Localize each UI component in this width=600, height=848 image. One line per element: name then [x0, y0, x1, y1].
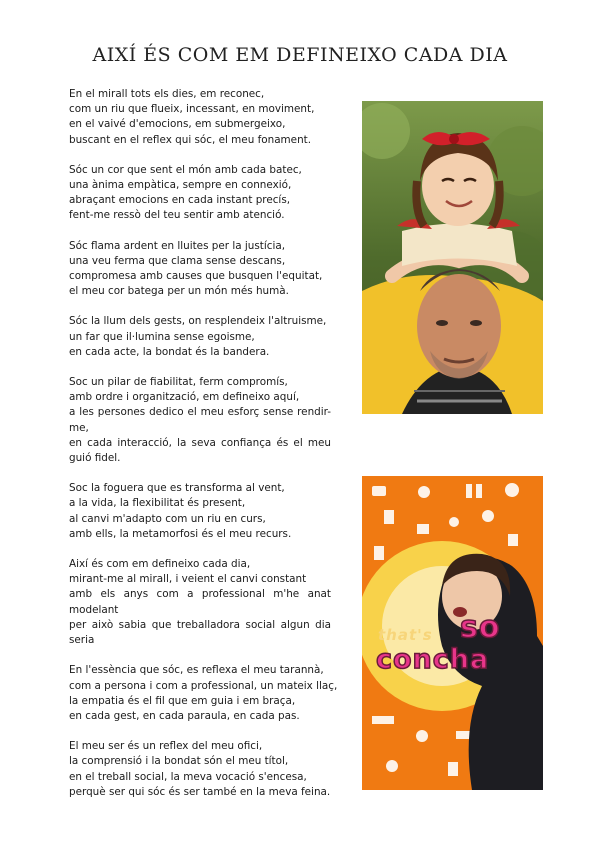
poem-line: per això sabia que treballadora social algun dia seria — [69, 618, 331, 647]
poem-line: Així és com em defineixo cada dia, — [69, 558, 251, 571]
poem-line: Sóc flama ardent en lluites per la justícia, — [69, 239, 286, 252]
stanza — [69, 87, 331, 148]
poem-line: el meu cor batega per un món més humà. — [69, 285, 289, 298]
poem-line: En l'essència que sóc, es reflexa el meu tarannà, — [69, 664, 324, 677]
poem-line: Soc la foguera que es transforma al vent, — [69, 482, 285, 495]
poem-line: amb els anys com a professional m'he anat modelant — [69, 588, 331, 616]
father-daughter-photo — [362, 101, 543, 414]
poem-line: una ànima empàtica, sempre en connexió, — [69, 179, 292, 192]
poem-line: un far que il·lumina sense egoisme, — [69, 330, 255, 343]
stanza — [69, 314, 331, 360]
poem-line: a les persones dedico el meu esforç sense rendir-me, — [69, 406, 331, 434]
father-daughter-illustration — [362, 101, 543, 414]
poem-line: en cada interacció, la seva confiança és el meu guió fidel. — [69, 436, 331, 465]
poem-line: perquè ser qui sóc és ser també en la meva feina. — [69, 785, 331, 798]
poem-line: a la vida, la flexibilitat és present, — [69, 497, 246, 510]
poem-line: en el vaivé d'emocions, em submergeixo, — [69, 118, 286, 131]
stanza — [69, 481, 331, 542]
poem-line: Sóc la llum dels gests, on resplendeix l'altruisme, — [69, 315, 327, 328]
poem-line: mirant-me al mirall, i veient el canvi constant — [69, 573, 307, 586]
poem-line: en cada gest, en cada paraula, en cada pas. — [69, 709, 300, 722]
poster-so-text: so — [460, 610, 501, 645]
stanza — [69, 239, 331, 300]
poem-line: com un riu que flueix, incessant, en moviment, — [69, 103, 315, 116]
poem — [69, 87, 338, 815]
poem-line: la empatia és el fil que em guia i em braça, — [69, 694, 296, 707]
poem-line: amb ells, la metamorfosi és el meu recurs. — [69, 527, 292, 540]
stanza — [69, 163, 331, 224]
poster-concha-text: concha — [376, 644, 490, 675]
poem-line: en el treball social, la meva vocació s'encesa, — [69, 770, 307, 783]
poem-line: abraçant emocions en cada instant precís, — [69, 194, 291, 207]
stanza — [69, 663, 338, 724]
stanza — [69, 375, 331, 466]
poem-line: El meu ser és un reflex del meu ofici, — [69, 740, 263, 753]
poem-line: amb ordre i organització, em defineixo aquí, — [69, 391, 300, 404]
page-title: AIXÍ ÉS COM EM DEFINEIXO CADA DIA — [92, 44, 508, 66]
poem-line: una veu ferma que clama sense descans, — [69, 254, 286, 267]
poem-line: compromesa amb causes que busquen l'equitat, — [69, 270, 323, 283]
thats-so-concha-poster — [362, 476, 543, 790]
poem-line: Soc un pilar de fiabilitat, ferm compromís, — [69, 376, 288, 389]
poem-line: fent-me ressò del teu sentir amb atenció. — [69, 209, 285, 222]
poster-thats-text: that's — [378, 626, 433, 644]
poem-line: com a persona i com a professional, un mateix llaç, — [69, 679, 338, 692]
poem-line: al canvi m'adapto com un riu en curs, — [69, 512, 266, 525]
poem-line: la comprensió i la bondat són el meu títol, — [69, 755, 289, 768]
stanza — [69, 557, 331, 648]
poem-line: en cada acte, la bondat és la bandera. — [69, 345, 270, 358]
poem-line: En el mirall tots els dies, em reconec, — [69, 88, 265, 100]
stanza — [69, 739, 331, 800]
poem-line: buscant en el reflex qui sóc, el meu fonament. — [69, 133, 312, 146]
poem-line: Sóc un cor que sent el món amb cada batec, — [69, 163, 302, 176]
